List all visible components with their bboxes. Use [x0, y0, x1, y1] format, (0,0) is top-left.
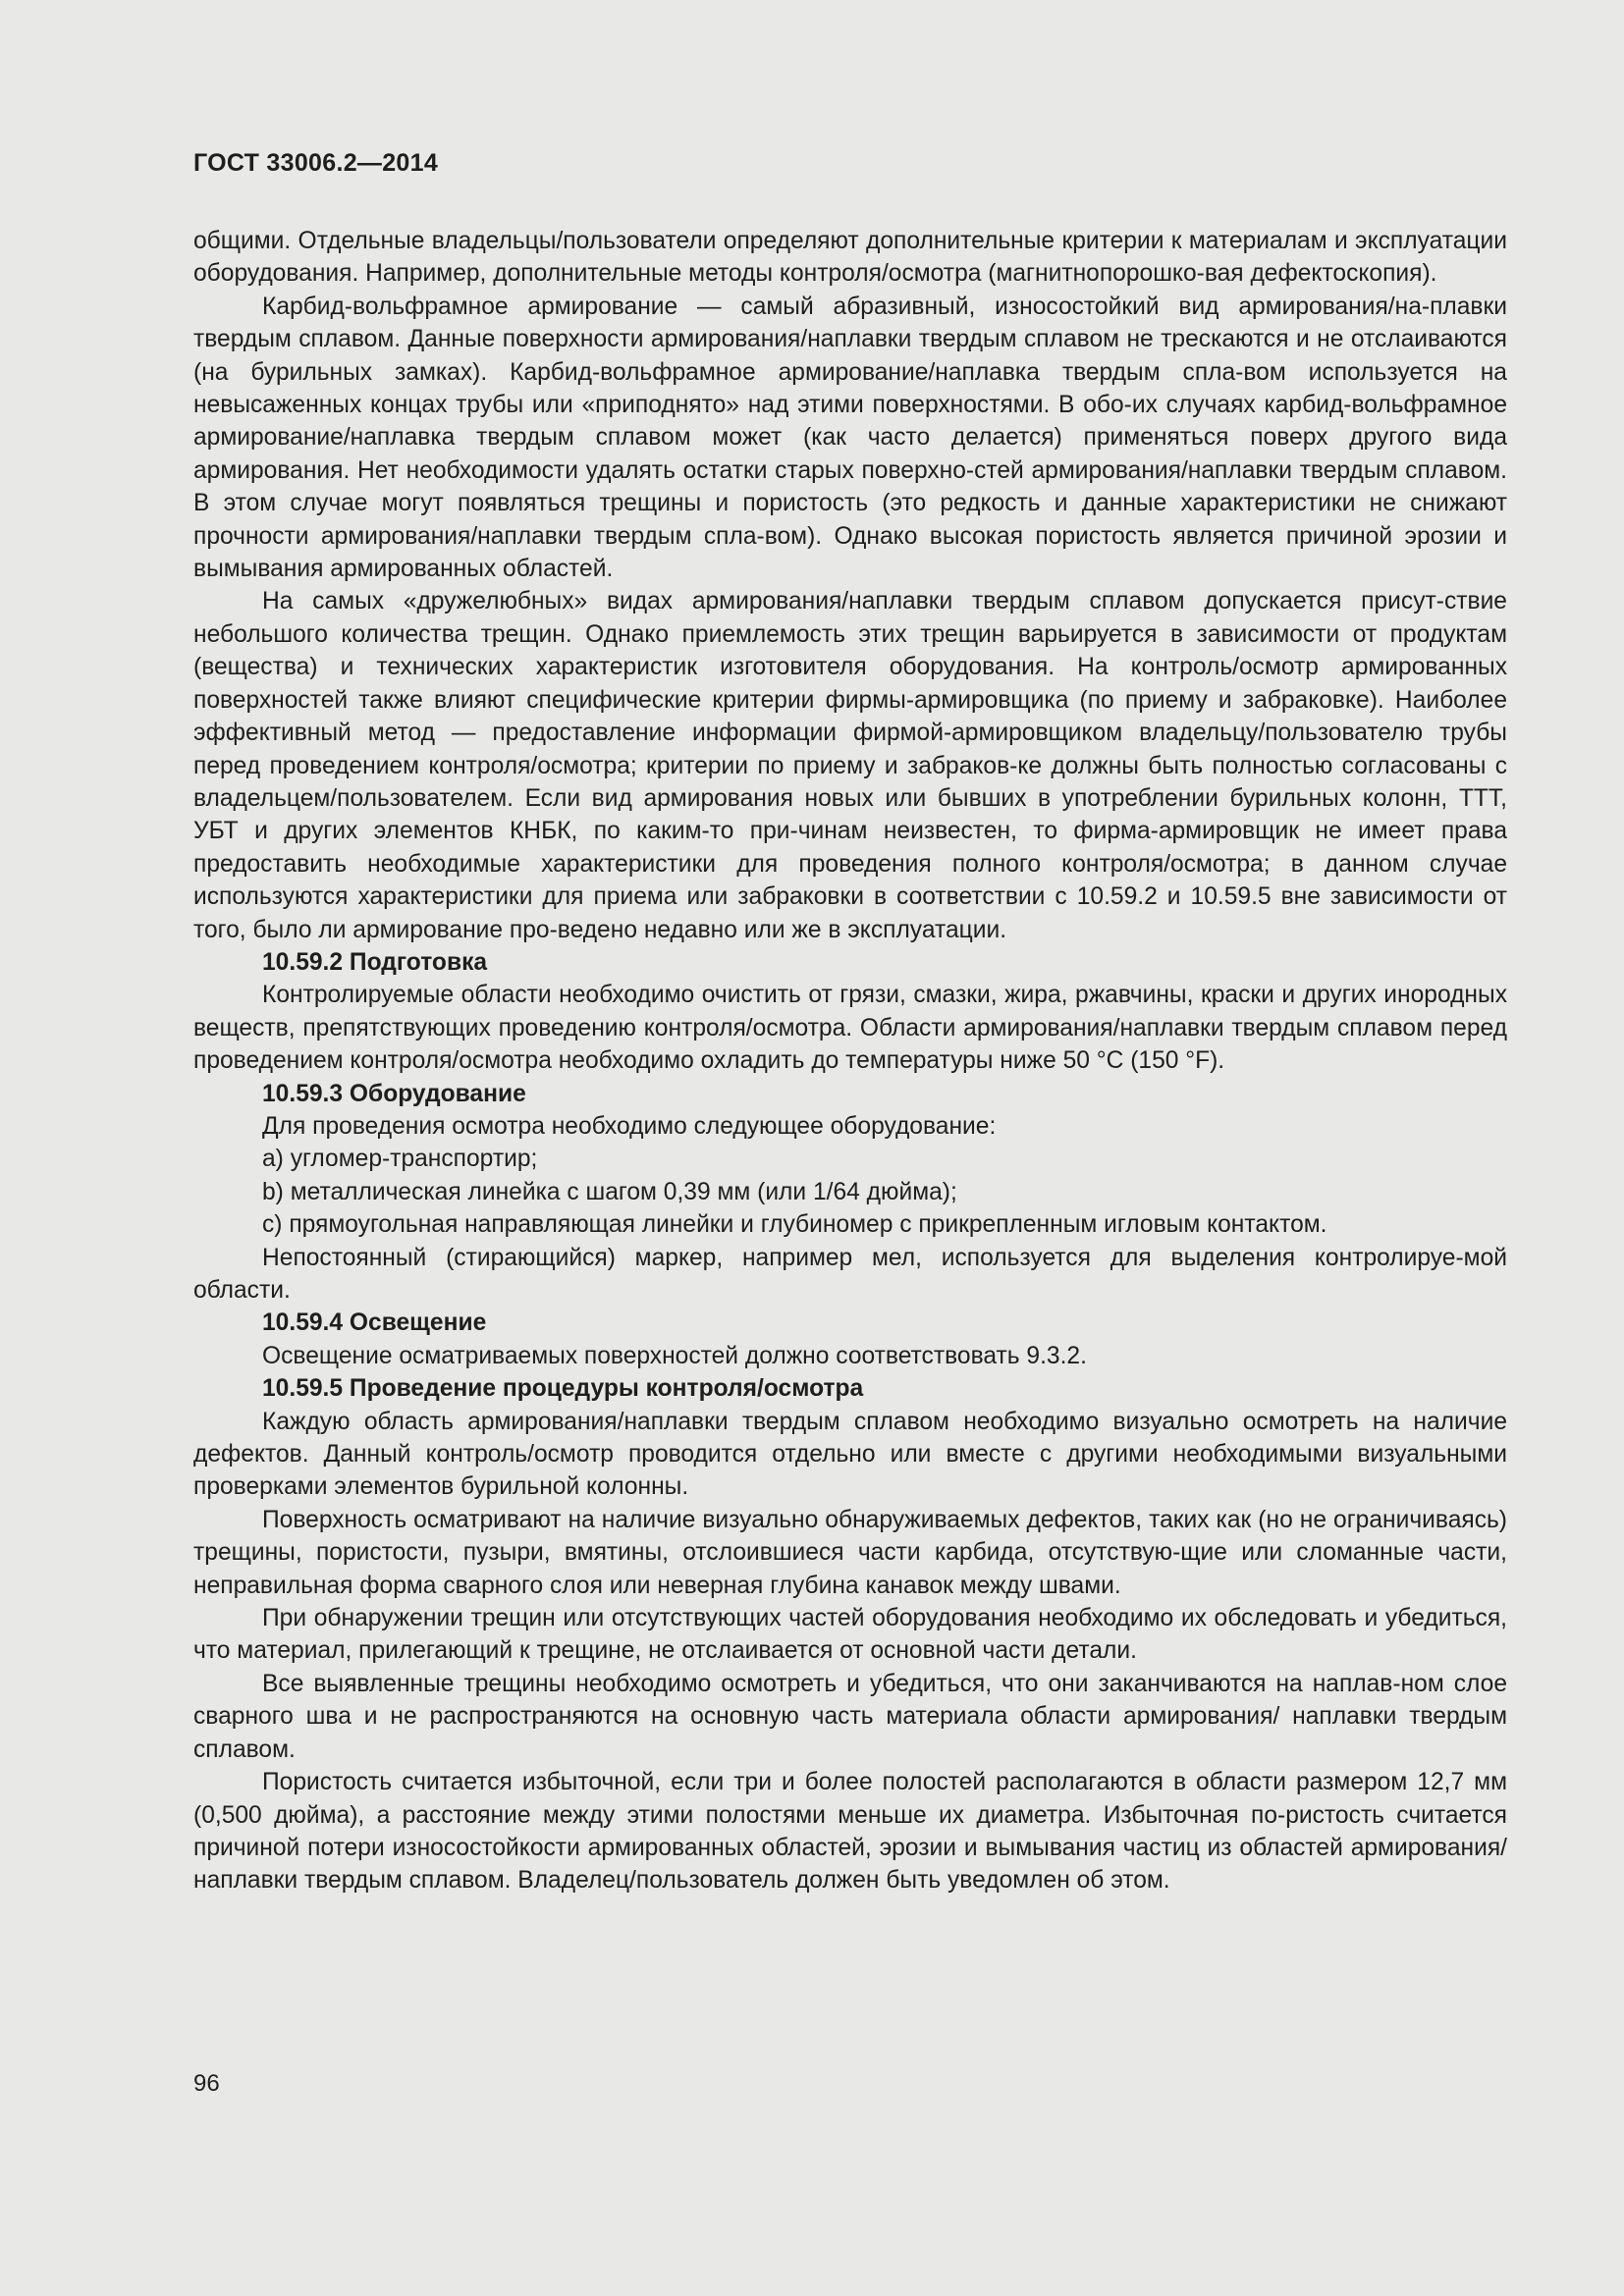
section-heading-equipment: 10.59.3 Оборудование: [262, 1080, 526, 1107]
paragraph-defects: Поверхность осматривают на наличие визуально обнаруживаемых дефектов, таких как (но не ограничиваясь) трещины, пористости, пузыри, вмятины, отслоившиеся части карбида, отсутствую-щие или сломанные части, неправильная форма сварного слоя или неверная глубина канавок между швами.: [193, 1506, 1507, 1599]
section-heading-lighting: 10.59.4 Освещение: [262, 1309, 487, 1337]
paragraph-friendly-hardbanding: На самых «дружелюбных» видах армирования/наплавки твердым сплавом допускается присут-ствие небольшого количества трещин. Однако приемлемость этих трещин варьируется в зависимости от продуктам (вещества) и технических характеристик изготовителя оборудования. На контроль/осмотр армированных поверхностей также влияют специфические критерии фирмы-армировщика (по приему и забраковке). Наиболее эффективный метод — предоставление информации фирмой-армировщиком владельцу/пользователю трубы перед проведением контроля/осмотра; критерии по приему и забраков-ке должны быть полностью согласованы с владельцем/пользователем. Если вид армирования новых или бывших в употреблении бурильных колонн, ТТТ, УБТ и других элементов КНБК, по каким-то при-чинам неизвестен, то фирма-армировщик не имеет права предоставить необходимые характеристики для проведения полного контроля/осмотра; в данном случае используются характеристики для приема или забраковки в соответствии с 10.59.2 и 10.59.5 вне зависимости от того, было ли армирование про-ведено недавно или же в эксплуатации.: [193, 588, 1507, 943]
paragraph-cracks-ending: Все выявленные трещины необходимо осмотреть и убедиться, что они заканчиваются на наплав-ном слое сварного шва и не распространяются на основную часть материала области армирования/ наплавки твердым сплавом.: [193, 1670, 1507, 1763]
list-item-b: b) металлическая линейка с шагом 0,39 мм (или 1/64 дюйма);: [262, 1178, 957, 1205]
paragraph-cracks-missing: При обнаружении трещин или отсутствующих частей оборудования необходимо их обследовать и убедиться, что материал, прилегающий к трещине, не отслаивается от основной части детали.: [193, 1605, 1507, 1665]
paragraph-marker: Непостоянный (стирающийся) маркер, например мел, используется для выделения контролируе-мой области.: [193, 1244, 1507, 1304]
section-heading-preparation: 10.59.2 Подготовка: [262, 948, 488, 976]
paragraph-equipment-intro: Для проведения осмотра необходимо следующее оборудование:: [262, 1112, 997, 1140]
paragraph-lighting: Освещение осматриваемых поверхностей должно соответствовать 9.3.2.: [262, 1342, 1087, 1369]
page-number: 96: [193, 2070, 220, 2097]
list-item-a: a) угломер-транспортир;: [262, 1146, 538, 1173]
paragraph-continuation: общими. Отдельные владельцы/пользователи определяют дополнительные критерии к материалам и эксплуатации оборудования. Например, дополнительные методы контроля/осмотра (магнитнопорошко-вая дефектоскопия).: [193, 228, 1507, 288]
paragraph-porosity: Пористость считается избыточной, если три и более полостей располагаются в области размером 12,7 мм (0,500 дюйма), а расстояние между этими полостями меньше их диаметра. Избыточная по-ристость считается причиной потери износостойкости армированных областей, эрозии и вымывания частиц из областей армирования/наплавки твердым сплавом. Владелец/пользователь должен быть уведомлен об этом.: [193, 1769, 1507, 1895]
list-item-c: c) прямоугольная направляющая линейки и глубиномер с прикрепленным игловым контактом.: [262, 1211, 1327, 1239]
paragraph-preparation: Контролируемые области необходимо очистить от грязи, смазки, жира, ржавчины, краски и других инородных веществ, препятствующих проведению контроля/осмотра. Области армирования/наплавки твердым сплавом перед проведением контроля/осмотра необходимо охладить до температуры ниже 50 °C (150 °F).: [193, 982, 1507, 1075]
section-heading-procedure: 10.59.5 Проведение процедуры контроля/осмотра: [262, 1375, 864, 1403]
document-body: [193, 225, 1507, 1897]
paragraph-tungsten-carbide: Карбид-вольфрамное армирование — самый абразивный, износостойкий вид армирования/на-плавки твердым сплавом. Данные поверхности армирования/наплавки твердым сплавом не трескаются и не отслаиваются (на бурильных замках). Карбид-вольфрамное армирование/наплавка твердым спла-вом используется на невысаженных концах трубы или «приподнято» над этими поверхностями. В обо-их случаях карбид-вольфрамное армирование/наплавка твердым сплавом может (как часто делается) применяться поверх другого вида армирования. Нет необходимости удалять остатки старых поверхно-стей армирования/наплавки твердым сплавом. В этом случае могут появляться трещины и пористость (это редкость и данные характеристики не снижают прочности армирования/наплавки твердым спла-вом). Однако высокая пористость является причиной эрозии и вымывания армированных областей.: [193, 293, 1507, 583]
paragraph-visual-inspection: Каждую область армирования/наплавки твердым сплавом необходимо визуально осмотреть на наличие дефектов. Данный контроль/осмотр проводится отдельно или вместе с другими необходимыми визуальными проверками элементов бурильной колонны.: [193, 1408, 1507, 1501]
document-header: ГОСТ 33006.2—2014: [193, 149, 439, 177]
